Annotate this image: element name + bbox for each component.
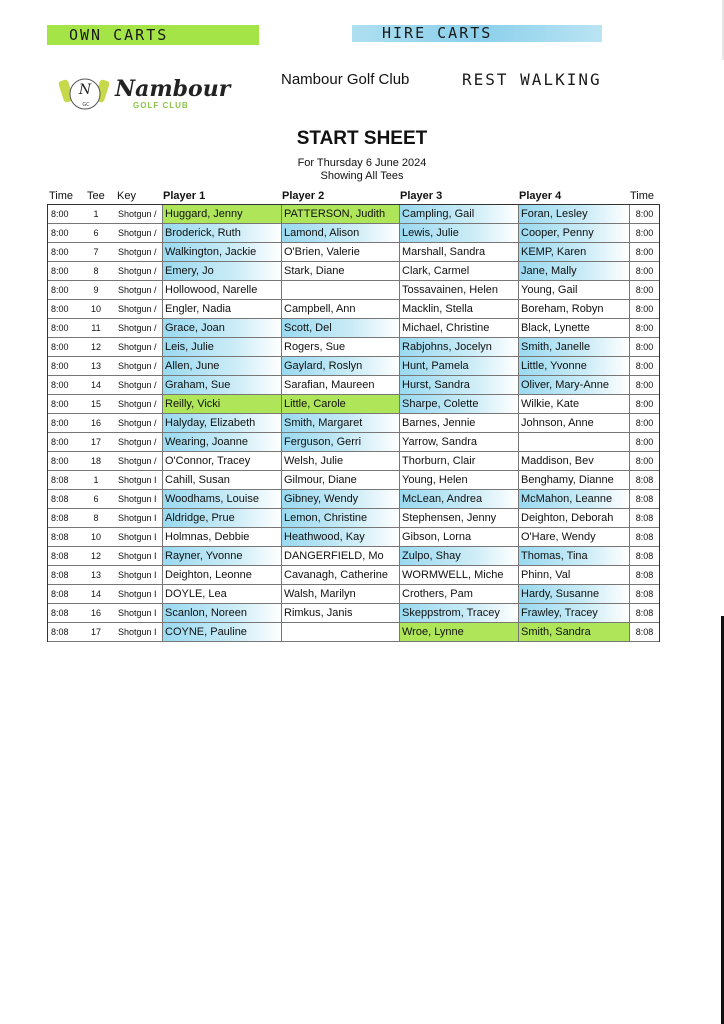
cell-player-1: Leis, Julie <box>162 338 281 356</box>
cell-player-3: Yarrow, Sandra <box>399 433 518 451</box>
cell-time-2: 8:00 <box>629 319 659 337</box>
cell-time-2: 8:00 <box>629 452 659 470</box>
cell-time-2: 8:00 <box>629 205 659 223</box>
cell-time-2: 8:08 <box>629 623 659 641</box>
cell-key: Shotgun / <box>118 361 157 371</box>
cell-time: 8:08 <box>51 494 69 504</box>
table-row <box>48 585 659 604</box>
club-name: Nambour Golf Club <box>281 71 410 88</box>
cell-player-3: Marshall, Sandra <box>399 243 518 261</box>
cell-player-4: Oliver, Mary-Anne <box>518 376 629 394</box>
cell-player-1: O'Connor, Tracey <box>162 452 281 470</box>
table-row <box>48 452 659 471</box>
cell-player-1: Allen, June <box>162 357 281 375</box>
cell-key: Shotgun I <box>118 551 157 561</box>
header-time-2: Time <box>630 190 655 202</box>
cell-player-2 <box>281 623 399 641</box>
table-row <box>48 243 659 262</box>
table-row <box>48 262 659 281</box>
cell-tee: 11 <box>91 323 101 333</box>
cell-player-4: Thomas, Tina <box>518 547 629 565</box>
cell-time: 8:00 <box>51 361 69 371</box>
header-time: Time <box>49 190 74 202</box>
cell-player-1: Grace, Joan <box>162 319 281 337</box>
cell-player-4: Hardy, Susanne <box>518 585 629 603</box>
cell-player-2: PATTERSON, Judith <box>281 205 399 223</box>
cell-player-2: Rimkus, Janis <box>281 604 399 622</box>
cell-player-1: Emery, Jo <box>162 262 281 280</box>
cell-player-4: Jane, Mally <box>518 262 629 280</box>
cell-player-3: Gibson, Lorna <box>399 528 518 546</box>
cell-player-4: Frawley, Tracey <box>518 604 629 622</box>
cell-time-2: 8:00 <box>629 262 659 280</box>
cell-time-2: 8:08 <box>629 509 659 527</box>
cell-time-2: 8:08 <box>629 471 659 489</box>
cell-time: 8:00 <box>51 247 69 257</box>
cell-time: 8:00 <box>51 209 69 219</box>
golf-flag-logo-icon <box>57 74 113 116</box>
cell-player-4: Foran, Lesley <box>518 205 629 223</box>
cell-player-4: Maddison, Bev <box>518 452 629 470</box>
cell-player-4 <box>518 433 629 451</box>
cell-player-2: Lemon, Christine <box>281 509 399 527</box>
cell-time: 8:08 <box>51 532 69 542</box>
cell-player-4: Deighton, Deborah <box>518 509 629 527</box>
cell-player-3: Rabjohns, Jocelyn <box>399 338 518 356</box>
table-row <box>48 300 659 319</box>
cell-key: Shotgun / <box>118 342 157 352</box>
header-player-4: Player 4 <box>519 190 562 202</box>
table-row <box>48 357 659 376</box>
cell-player-1: Aldridge, Prue <box>162 509 281 527</box>
cell-player-4: Smith, Janelle <box>518 338 629 356</box>
cell-player-3: Tossavainen, Helen <box>399 281 518 299</box>
cell-tee: 1 <box>93 209 99 219</box>
cell-time: 8:08 <box>51 608 69 618</box>
cell-key: Shotgun I <box>118 608 157 618</box>
cell-time-2: 8:08 <box>629 566 659 584</box>
club-logo <box>57 74 237 116</box>
cell-tee: 14 <box>90 589 101 599</box>
cell-player-3: Skeppstrom, Tracey <box>399 604 518 622</box>
cell-player-3: Hurst, Sandra <box>399 376 518 394</box>
cell-player-1: Halyday, Elizabeth <box>162 414 281 432</box>
cell-player-3: WORMWELL, Miche <box>399 566 518 584</box>
table-row <box>48 471 659 490</box>
cell-tee: 16 <box>90 608 101 618</box>
cell-player-2: Little, Carole <box>281 395 399 413</box>
cell-player-2: Gilmour, Diane <box>281 471 399 489</box>
cell-player-1: Hollowood, Narelle <box>162 281 281 299</box>
cell-player-3: Crothers, Pam <box>399 585 518 603</box>
cell-player-2: Smith, Margaret <box>281 414 399 432</box>
cell-player-1: Woodhams, Louise <box>162 490 281 508</box>
cell-player-3: Sharpe, Colette <box>399 395 518 413</box>
cell-tee: 6 <box>93 494 99 504</box>
table-row <box>48 433 659 452</box>
cell-player-3: Macklin, Stella <box>399 300 518 318</box>
cell-key: Shotgun / <box>118 247 157 257</box>
cell-time-2: 8:00 <box>629 357 659 375</box>
table-row <box>48 376 659 395</box>
cell-player-4: Little, Yvonne <box>518 357 629 375</box>
cell-tee: 15 <box>90 399 101 409</box>
cell-player-4: Black, Lynette <box>518 319 629 337</box>
cell-player-1: Holmnas, Debbie <box>162 528 281 546</box>
table-row <box>48 490 659 509</box>
cell-tee: 17 <box>90 437 101 447</box>
legend-own-carts: OWN CARTS <box>47 25 259 45</box>
cell-player-3: Barnes, Jennie <box>399 414 518 432</box>
cell-player-2: Cavanagh, Catherine <box>281 566 399 584</box>
cell-player-1: Cahill, Susan <box>162 471 281 489</box>
cell-player-1: Huggard, Jenny <box>162 205 281 223</box>
cell-player-1: Reilly, Vicki <box>162 395 281 413</box>
cell-key: Shotgun I <box>118 532 157 542</box>
cell-time: 8:08 <box>51 627 69 637</box>
cell-tee: 7 <box>93 247 99 257</box>
cell-player-3: Clark, Carmel <box>399 262 518 280</box>
cell-time-2: 8:00 <box>629 433 659 451</box>
cell-player-2: Sarafian, Maureen <box>281 376 399 394</box>
cell-player-4: Phinn, Val <box>518 566 629 584</box>
cell-key: Shotgun I <box>118 513 157 523</box>
cell-tee: 18 <box>90 456 101 466</box>
cell-time: 8:00 <box>51 399 69 409</box>
cell-player-1: Wearing, Joanne <box>162 433 281 451</box>
table-row <box>48 281 659 300</box>
start-sheet-table <box>47 204 660 642</box>
cell-player-4: KEMP, Karen <box>518 243 629 261</box>
cell-key: Shotgun I <box>118 589 157 599</box>
table-row <box>48 338 659 357</box>
header-key: Key <box>117 190 136 202</box>
cell-tee: 16 <box>90 418 101 428</box>
cell-time: 8:00 <box>51 304 69 314</box>
cell-player-1: DOYLE, Lea <box>162 585 281 603</box>
tees-line: Showing All Tees <box>320 170 404 182</box>
header-player-1: Player 1 <box>163 190 206 202</box>
cell-time-2: 8:08 <box>629 604 659 622</box>
cell-tee: 1 <box>93 475 99 485</box>
cell-player-3: Michael, Christine <box>399 319 518 337</box>
cell-key: Shotgun I <box>118 570 157 580</box>
cell-player-4: Cooper, Penny <box>518 224 629 242</box>
cell-time: 8:00 <box>51 380 69 390</box>
cell-key: Shotgun / <box>118 228 157 238</box>
cell-tee: 17 <box>90 627 101 637</box>
cell-player-1: Walkington, Jackie <box>162 243 281 261</box>
cell-time: 8:00 <box>51 266 69 276</box>
cell-time-2: 8:08 <box>629 547 659 565</box>
cell-time: 8:00 <box>51 418 69 428</box>
cell-time: 8:08 <box>51 513 69 523</box>
cell-player-2: Walsh, Marilyn <box>281 585 399 603</box>
logo-subtitle: GOLF CLUB <box>133 101 189 110</box>
cell-time-2: 8:00 <box>629 300 659 318</box>
cell-player-3: McLean, Andrea <box>399 490 518 508</box>
cell-time: 8:08 <box>51 589 69 599</box>
cell-player-3: Campling, Gail <box>399 205 518 223</box>
cell-time: 8:08 <box>51 570 69 580</box>
cell-player-4: Benghamy, Dianne <box>518 471 629 489</box>
cell-key: Shotgun / <box>118 437 157 447</box>
cell-player-4: Boreham, Robyn <box>518 300 629 318</box>
table-row <box>48 623 659 642</box>
cell-key: Shotgun / <box>118 399 157 409</box>
cell-player-4: Johnson, Anne <box>518 414 629 432</box>
cell-time-2: 8:00 <box>629 376 659 394</box>
cell-key: Shotgun / <box>118 418 157 428</box>
cell-player-4: O'Hare, Wendy <box>518 528 629 546</box>
cell-time: 8:00 <box>51 437 69 447</box>
cell-player-1: COYNE, Pauline <box>162 623 281 641</box>
cell-player-2: Stark, Diane <box>281 262 399 280</box>
cell-tee: 6 <box>93 228 99 238</box>
cell-time: 8:00 <box>51 228 69 238</box>
cell-player-1: Broderick, Ruth <box>162 224 281 242</box>
table-row <box>48 604 659 623</box>
cell-time-2: 8:08 <box>629 585 659 603</box>
cell-tee: 12 <box>90 551 101 561</box>
cell-tee: 12 <box>90 342 101 352</box>
legend-hire-carts: HIRE CARTS <box>352 25 602 42</box>
cell-player-1: Deighton, Leonne <box>162 566 281 584</box>
cell-player-2: Heathwood, Kay <box>281 528 399 546</box>
cell-time-2: 8:08 <box>629 528 659 546</box>
logo-mark-sub: GC <box>82 102 90 108</box>
header-player-3: Player 3 <box>400 190 443 202</box>
cell-player-4: Wilkie, Kate <box>518 395 629 413</box>
cell-tee: 13 <box>90 361 101 371</box>
cell-player-1: Rayner, Yvonne <box>162 547 281 565</box>
cell-time-2: 8:08 <box>629 490 659 508</box>
table-row <box>48 566 659 585</box>
table-row <box>48 224 659 243</box>
cell-tee: 8 <box>93 266 99 276</box>
cell-time-2: 8:00 <box>629 224 659 242</box>
cell-player-3: Zulpo, Shay <box>399 547 518 565</box>
cell-player-3: Lewis, Julie <box>399 224 518 242</box>
cell-time-2: 8:00 <box>629 414 659 432</box>
cell-player-2: Campbell, Ann <box>281 300 399 318</box>
cell-player-2: Ferguson, Gerri <box>281 433 399 451</box>
cell-player-1: Scanlon, Noreen <box>162 604 281 622</box>
cell-player-2: Welsh, Julie <box>281 452 399 470</box>
cell-player-2: Scott, Del <box>281 319 399 337</box>
cell-time: 8:00 <box>51 323 69 333</box>
table-row <box>48 205 659 224</box>
cell-time: 8:00 <box>51 456 69 466</box>
cell-player-1: Engler, Nadia <box>162 300 281 318</box>
cell-key: Shotgun I <box>118 627 157 637</box>
cell-key: Shotgun / <box>118 456 157 466</box>
table-row <box>48 319 659 338</box>
cell-key: Shotgun / <box>118 266 157 276</box>
cell-tee: 10 <box>90 304 101 314</box>
table-row <box>48 414 659 433</box>
cell-player-2: Gaylard, Roslyn <box>281 357 399 375</box>
cell-time-2: 8:00 <box>629 395 659 413</box>
cell-player-1: Graham, Sue <box>162 376 281 394</box>
table-row <box>48 509 659 528</box>
cell-player-2: Gibney, Wendy <box>281 490 399 508</box>
cell-player-3: Thorburn, Clair <box>399 452 518 470</box>
cell-player-2: Rogers, Sue <box>281 338 399 356</box>
legend-rest-walking: REST WALKING <box>462 70 602 89</box>
cell-tee: 13 <box>90 570 101 580</box>
cell-tee: 9 <box>93 285 99 295</box>
cell-time: 8:08 <box>51 475 69 485</box>
cell-player-4: Smith, Sandra <box>518 623 629 641</box>
cell-key: Shotgun / <box>118 304 157 314</box>
date-line: For Thursday 6 June 2024 <box>297 157 427 169</box>
cell-player-4: Young, Gail <box>518 281 629 299</box>
cell-player-4: McMahon, Leanne <box>518 490 629 508</box>
cell-player-2: Lamond, Alison <box>281 224 399 242</box>
logo-wordmark: Nambour <box>115 76 231 102</box>
cell-player-2: DANGERFIELD, Mo <box>281 547 399 565</box>
table-row <box>48 395 659 414</box>
table-row <box>48 528 659 547</box>
cell-key: Shotgun / <box>118 209 157 219</box>
cell-player-3: Hunt, Pamela <box>399 357 518 375</box>
cell-key: Shotgun / <box>118 380 157 390</box>
cell-player-3: Stephensen, Jenny <box>399 509 518 527</box>
cell-player-3: Young, Helen <box>399 471 518 489</box>
cell-time: 8:00 <box>51 342 69 352</box>
cell-time: 8:08 <box>51 551 69 561</box>
cell-player-3: Wroe, Lynne <box>399 623 518 641</box>
cell-tee: 14 <box>90 380 101 390</box>
cell-key: Shotgun I <box>118 494 157 504</box>
cell-time: 8:00 <box>51 285 69 295</box>
cell-key: Shotgun / <box>118 323 157 333</box>
cell-key: Shotgun / <box>118 285 157 295</box>
header-player-2: Player 2 <box>282 190 325 202</box>
cell-time-2: 8:00 <box>629 281 659 299</box>
cell-player-2: O'Brien, Valerie <box>281 243 399 261</box>
logo-mark: N <box>78 82 92 98</box>
cell-tee: 8 <box>93 513 99 523</box>
page-title: START SHEET <box>296 128 428 149</box>
cell-key: Shotgun I <box>118 475 157 485</box>
table-row <box>48 547 659 566</box>
cell-time-2: 8:00 <box>629 338 659 356</box>
cell-tee: 10 <box>90 532 101 542</box>
cell-time-2: 8:00 <box>629 243 659 261</box>
cell-player-2 <box>281 281 399 299</box>
header-tee: Tee <box>87 190 105 202</box>
